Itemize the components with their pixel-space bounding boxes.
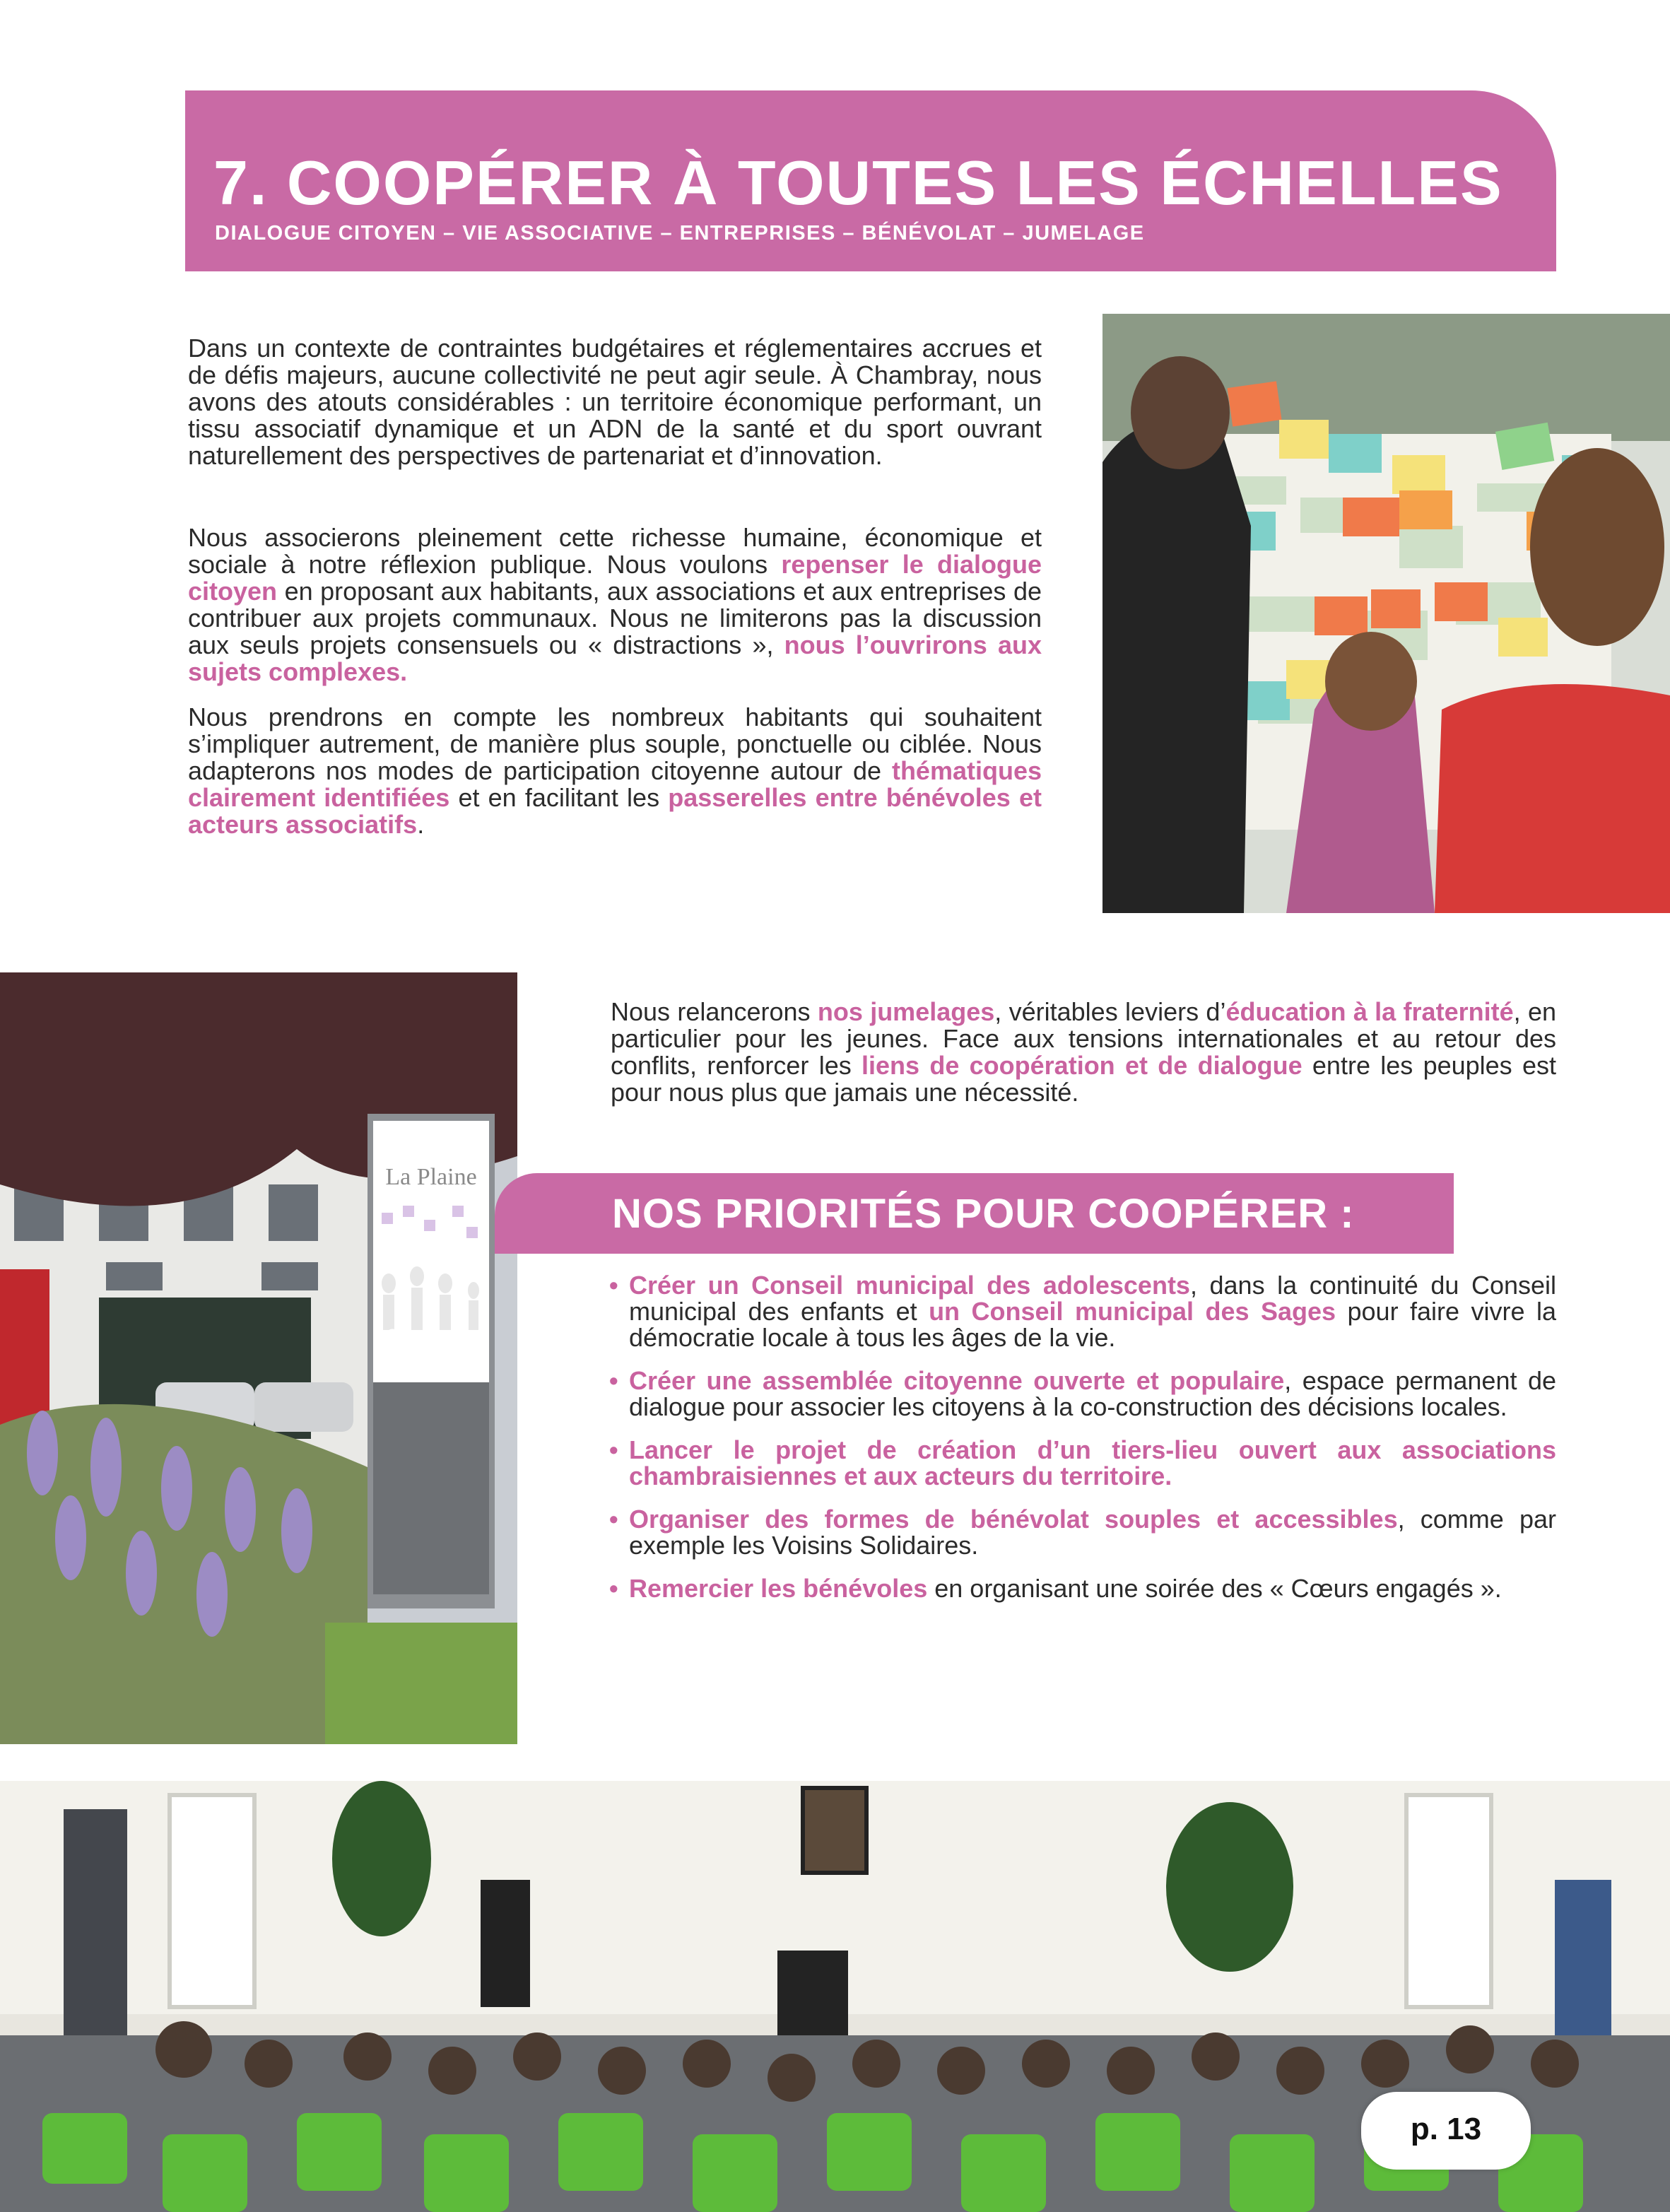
priorities-banner [495,1173,1454,1254]
portrait-frame [803,1788,866,1873]
plant-right [1166,1802,1293,1972]
bullet-icon: • [609,1366,618,1395]
page-number: p. 13 [1410,2112,1482,2146]
plant-left [332,1781,431,1936]
priority-item: • Créer une assemblée citoyenne ouverte et populaire, espace permanent de dialogue pour associer les citoyens à la co-construction des décisions locales. [609,1366,1556,1421]
intro-paragraph-1: Dans un contexte de contraintes budgétaires et réglementaires accrues et de défis majeurs, aucune collectivité ne peut agir seule. À Chambray, nous avons des atouts considérables : un territoire économique performant, un tissu associatif dynamique et un ADN de la santé et du sport ouvrant naturellement des perspectives de partenariat et d’innovation. [188,334,1042,470]
sign-caption-line2: de proximité [384,1346,478,1363]
priority-item: • Organiser des formes de bénévolat souples et accessibles, comme par exemple les Voisins Solidaires. [609,1505,1556,1560]
person-left [1102,421,1251,913]
priority-item: • Remercier les bénévoles en organisant une soirée des « Cœurs engagés ». [609,1574,1502,1603]
priorities-list [609,1272,1556,1618]
page-number-badge [1361,2092,1531,2170]
sign-caption-line1: Commerces [387,1326,476,1343]
priorities-title: NOS PRIORITÉS POUR COOPÉRER : [612,1191,1355,1237]
sign-name: La Plaine [385,1164,477,1190]
la-plaine-photo [0,972,517,1744]
bullet-icon: • [609,1574,618,1603]
intro-paragraph-3: Nous prendrons en compte les nombreux habitants qui souhaitent s’impliquer autrement, de manière plus souple, ponctuelle ou ciblée. Nous adapterons nos modes de participation citoyenne autour de thématiques clairement identifiées et en facilitant les passerelles entre bénévoles et acteurs associatifs. [188,702,1042,839]
bullet-icon: • [609,1271,618,1300]
person-right [1435,684,1670,913]
intro-text [188,335,1042,838]
page-subtitle: DIALOGUE CITOYEN – VIE ASSOCIATIVE – ENTREPRISES – BÉNÉVOLAT – JUMELAGE [215,222,1145,245]
cameraman [1555,1880,1611,2049]
bullet-icon: • [609,1505,618,1534]
page-title: 7. COOPÉRER À TOUTES LES ÉCHELLES [213,148,1503,218]
priority-item: • Créer un Conseil municipal des adolescents, dans la continuité du Conseil municipal des enfants et un Conseil municipal des Sages pour faire vivre la démocratie locale à tous les âges de la vie. [609,1271,1557,1352]
priority-item: • Lancer le projet de création d’un tiers-lieu ouvert aux associations chambraisiennes et aux acteurs du territoire. [609,1435,1556,1490]
jumelage-text: Nous relancerons nos jumelages, véritables leviers d’éducation à la fraternité, en particulier pour les jeunes. Face aux tensions internationales et au retour des conflits, renforcer les liens de coopération et de dialogue entre les peuples est pour nous plus que jamais une nécessité. [611,997,1557,1107]
mayor [777,1951,848,2035]
bullet-icon: • [609,1435,618,1464]
intro-paragraph-2: Nous associerons pleinement cette richesse humaine, économique et sociale à notre réflexion publique. Nous voulons repenser le dialogue citoyen en proposant aux habitants, aux associations et aux entreprises de contribuer aux projets communaux. Nous ne limiterons pas la discussion aux seuls projets consensuels ou « distractions », nous l’ouvrirons aux sujets complexes. [188,523,1042,686]
header-banner [185,90,1556,271]
presenter [481,1880,530,2007]
photographer [64,1809,127,2049]
workshop-photo [1102,314,1670,913]
